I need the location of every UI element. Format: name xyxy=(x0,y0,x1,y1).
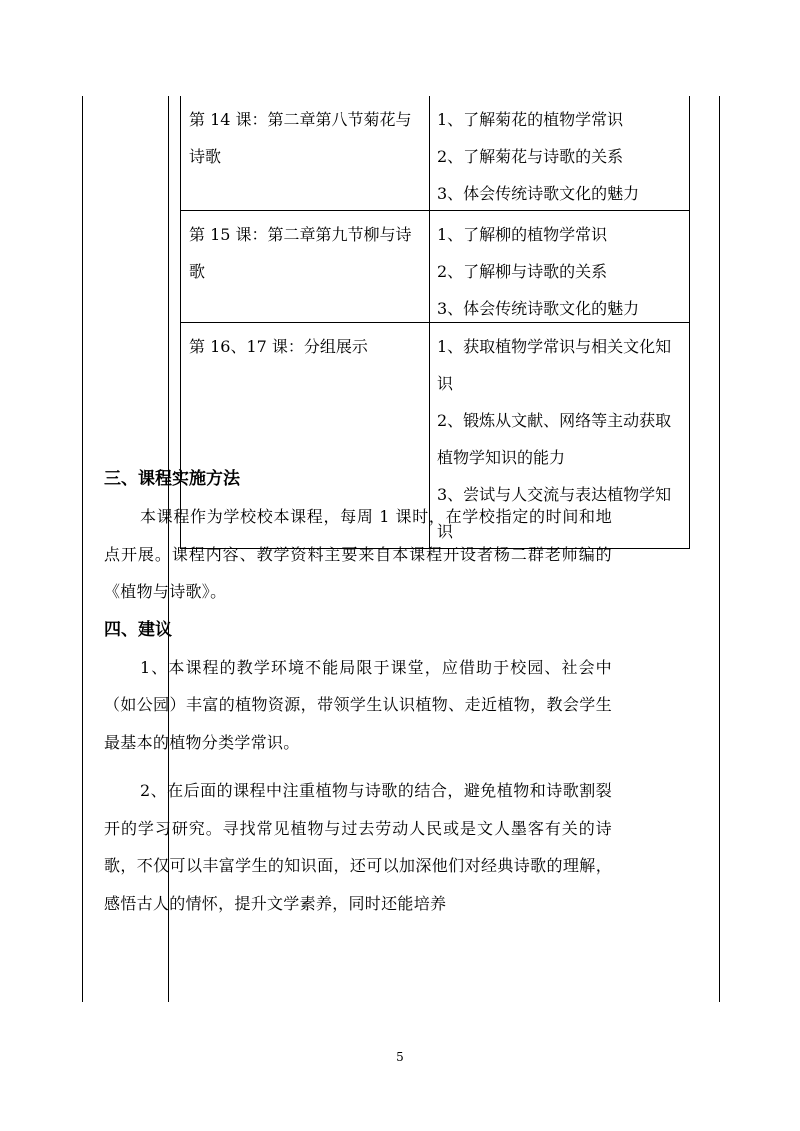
paragraph: 2、在后面的课程中注重植物与诗歌的结合，避免植物和诗歌割裂开的学习研究。寻找常见植物与过去劳动人民或是文人墨客有关的诗歌，不仅可以丰富学生的知识面，还可以加深他们对经典诗歌的理解，感悟古人的情怀，提升文学素养，同时还能培养 xyxy=(104,781,612,913)
lesson-title: 第 15 课：第二章第九节柳与诗歌 xyxy=(181,211,430,322)
page-number: 5 xyxy=(396,1050,404,1064)
lesson-row xyxy=(181,210,689,322)
section-heading: 三、课程实施方法 xyxy=(104,469,240,489)
lesson-goals xyxy=(430,96,689,210)
outer-border-right xyxy=(719,96,720,1002)
lesson-title: 第 14 课：第二章第八节菊花与诗歌 xyxy=(181,96,430,210)
section-heading: 四、建议 xyxy=(104,619,172,640)
goal-item: 2、锻炼从文献、网络等主动获取植物学知识的能力 xyxy=(437,411,672,467)
body-content xyxy=(104,460,612,922)
goal-item: 1、获取植物学常识与相关文化知识 xyxy=(437,337,672,393)
lesson-goals xyxy=(430,211,689,322)
lesson-title: 第 16、17 课：分组展示 xyxy=(181,323,430,548)
goal-item: 2、了解柳与诗歌的关系 xyxy=(437,262,608,281)
outer-border-left xyxy=(82,96,83,1002)
goal-item: 3、体会传统诗歌文化的魅力 xyxy=(437,184,640,203)
lesson-row xyxy=(181,96,689,210)
goal-item: 3、尝试与人交流与表达植物学知识 xyxy=(437,485,672,541)
paragraph: 1、本课程的教学环境不能局限于课堂，应借助于校园、社会中（如公园）丰富的植物资源，带领学生认识植物、走近植物，教会学生最基本的植物分类学常识。 xyxy=(104,657,612,752)
goal-item: 1、了解菊花的植物学常识 xyxy=(437,110,624,129)
goal-item: 1、了解柳的植物学常识 xyxy=(437,225,608,244)
goal-item: 2、了解菊花与诗歌的关系 xyxy=(437,147,624,166)
goal-item: 3、体会传统诗歌文化的魅力 xyxy=(437,299,640,318)
paragraph: 本课程作为学校校本课程，每周 1 课时，在学校指定的时间和地点开展。课程内容、教学资料主要来自本课程开设者杨二群老师编的《植物与诗歌》。 xyxy=(104,507,612,601)
